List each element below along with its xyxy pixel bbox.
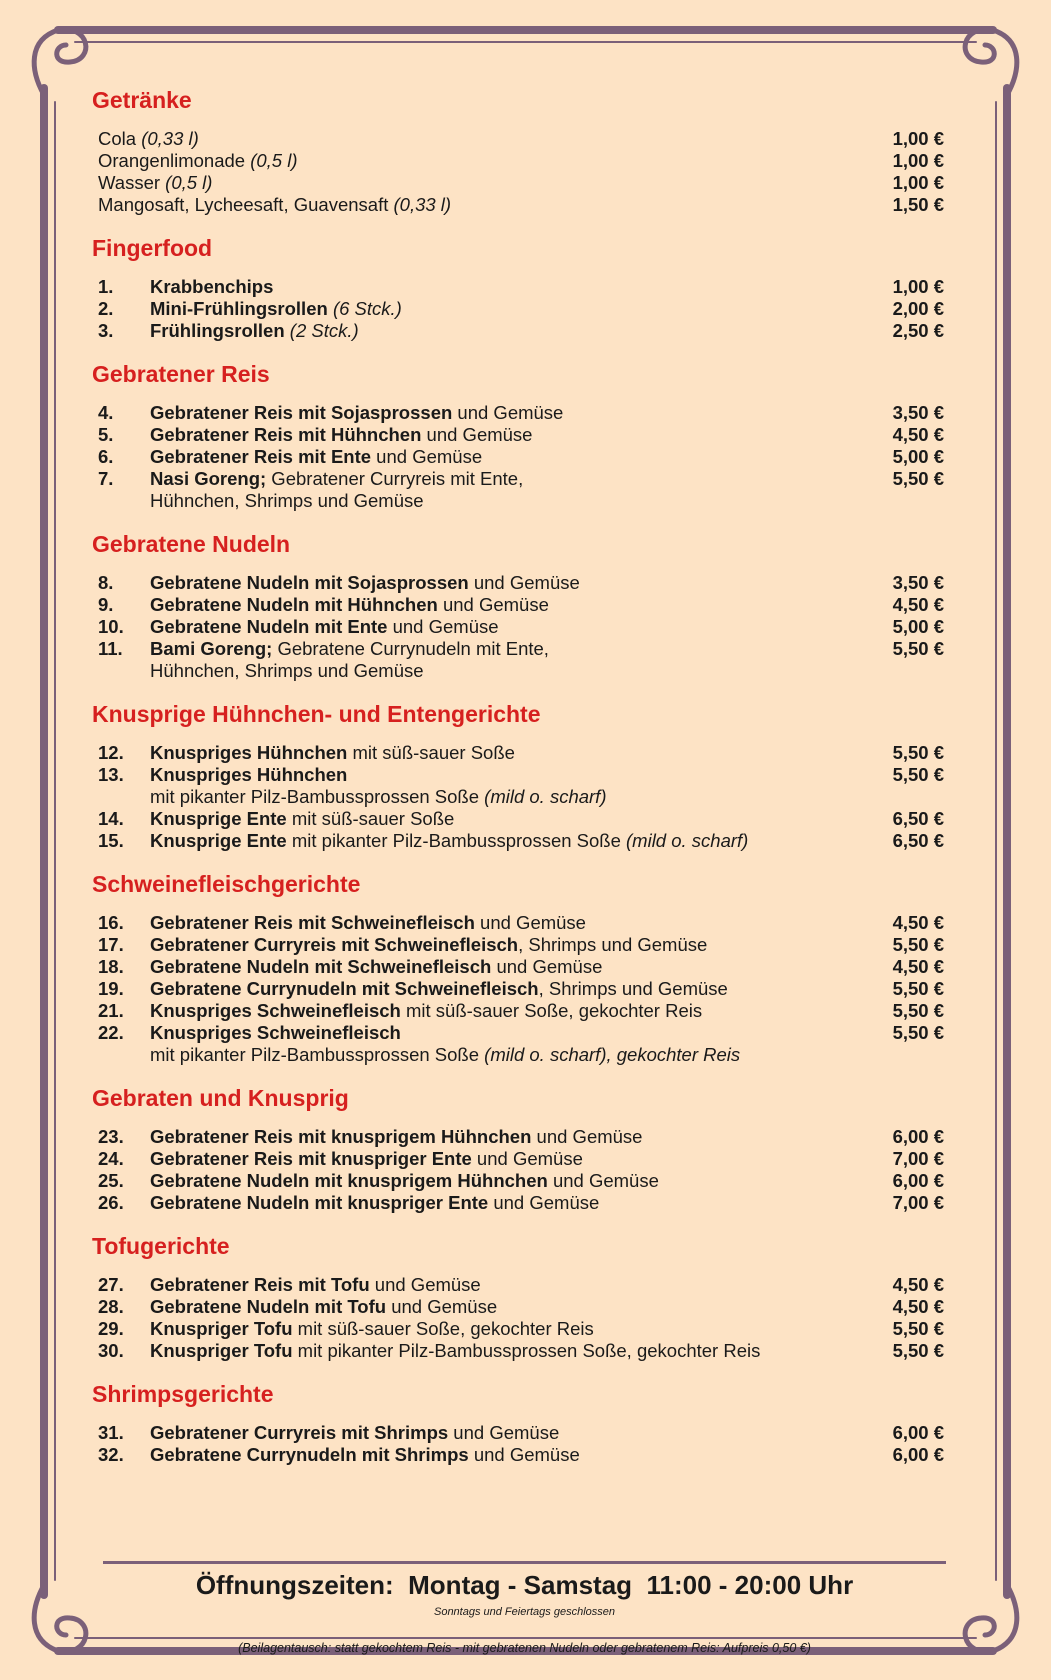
menu-item <box>92 128 944 150</box>
item-price: 6,00 € <box>892 1444 944 1465</box>
item-number: 23. <box>98 1126 124 1147</box>
item-description <box>150 1444 944 1466</box>
item-text: Knuspriges Schweinefleisch <box>150 1000 401 1021</box>
item-price: 2,00 € <box>892 298 944 319</box>
item-text: und Gemüse <box>369 1274 481 1295</box>
side-dish-footnote: (Beilagentausch: statt gekochtem Reis - mit gebratenen Nudeln oder gebratenem Reis: Aufpreis 0,50 €) <box>238 1641 811 1655</box>
item-description <box>150 830 944 852</box>
item-price: 6,00 € <box>892 1126 944 1147</box>
item-price: 1,00 € <box>892 172 944 193</box>
item-text: Hühnchen, Shrimps und Gemüse <box>150 490 424 511</box>
item-text: Cola <box>98 128 142 149</box>
item-text: Gebratener Reis mit Schweinefleisch <box>150 912 475 933</box>
item-price: 5,50 € <box>892 934 944 955</box>
item-description <box>150 1000 944 1022</box>
item-price: 4,50 € <box>892 956 944 977</box>
item-text: mit süß-sauer Soße <box>347 742 515 763</box>
item-text: (0,5 l) <box>250 150 298 171</box>
item-text: mit pikanter Pilz-Bambussprossen Soße <box>150 786 485 807</box>
item-description <box>150 638 944 682</box>
item-text: Gebratene Nudeln mit Tofu <box>150 1296 387 1317</box>
item-list <box>92 742 944 852</box>
item-number: 27. <box>98 1274 124 1295</box>
item-price: 4,50 € <box>892 912 944 933</box>
menu-item <box>92 1318 944 1340</box>
closed-days-note: Sonntags und Feiertags geschlossen <box>433 1606 615 1618</box>
item-price: 5,50 € <box>892 1318 944 1339</box>
item-number: 26. <box>98 1192 124 1213</box>
item-description <box>150 320 944 342</box>
item-text: Frühlingsrollen <box>150 320 290 341</box>
item-text: Knuspriger Tofu <box>150 1318 293 1339</box>
item-price: 5,50 € <box>892 764 944 785</box>
section-title: Tofugerichte <box>92 1233 230 1259</box>
menu-item <box>92 956 944 978</box>
item-text: und Gemüse <box>474 912 586 933</box>
item-number: 6. <box>98 446 114 467</box>
item-text: Knuspriger Tofu <box>150 1340 293 1361</box>
item-text: Bami Goreng; <box>150 638 273 659</box>
item-text: Gebratener Curryreis mit Shrimps <box>150 1422 449 1443</box>
menu-item <box>92 194 944 216</box>
item-text: und Gemüse <box>386 1296 498 1317</box>
menu-item <box>92 978 944 1000</box>
item-number: 14. <box>98 808 124 829</box>
item-text: (mild o. scharf) <box>484 786 607 807</box>
menu-section <box>92 526 944 682</box>
menu-item <box>92 912 944 934</box>
item-text: Knuspriges Hühnchen <box>150 742 348 763</box>
item-list <box>92 1422 944 1466</box>
item-price: 4,50 € <box>892 594 944 615</box>
menu-item <box>92 572 944 594</box>
item-description <box>150 276 944 298</box>
section-title: Fingerfood <box>92 235 213 261</box>
item-number: 19. <box>98 978 124 999</box>
item-description <box>150 934 944 956</box>
menu-section <box>92 356 944 512</box>
item-list <box>92 1126 944 1214</box>
item-price: 5,50 € <box>892 978 944 999</box>
item-description <box>150 1170 944 1192</box>
item-text: Gebratene Currynudeln mit Shrimps <box>150 1444 469 1465</box>
item-list <box>92 128 944 216</box>
item-text: Gebratener Reis mit Sojasprossen <box>150 402 453 423</box>
item-price: 3,50 € <box>892 572 944 593</box>
menu-item <box>92 1022 944 1066</box>
item-text: Krabbenchips <box>150 276 274 297</box>
item-price: 1,00 € <box>892 150 944 171</box>
item-description <box>150 1340 944 1362</box>
item-description <box>150 402 944 424</box>
menu-item <box>92 276 944 298</box>
item-number: 17. <box>98 934 124 955</box>
item-price: 7,00 € <box>892 1192 944 1213</box>
section-title: Getränke <box>92 87 192 113</box>
item-number: 16. <box>98 912 124 933</box>
item-text: (mild o. scharf) <box>626 830 749 851</box>
item-text: (0,5 l) <box>165 172 213 193</box>
item-description <box>150 446 944 468</box>
item-number: 2. <box>98 298 114 319</box>
item-description <box>150 1318 944 1340</box>
section-title: Knusprige Hühnchen- und Entengerichte <box>92 701 541 727</box>
item-text: mit pikanter Pilz-Bambussprossen Soße <box>150 1044 485 1065</box>
item-text: Knusprige Ente <box>150 808 287 829</box>
menu-section <box>92 1228 944 1362</box>
item-description <box>150 298 944 320</box>
item-text: und Gemüse <box>471 1148 583 1169</box>
item-text: Gebratene Nudeln mit Hühnchen <box>150 594 438 615</box>
item-description <box>150 1422 944 1444</box>
item-price: 5,50 € <box>892 742 944 763</box>
item-text: Gebratene Nudeln mit Sojasprossen <box>150 572 469 593</box>
item-number: 11. <box>98 638 123 659</box>
item-text: Mini-Frühlingsrollen <box>150 298 333 319</box>
menu-section <box>92 866 944 1066</box>
divider <box>103 1561 946 1564</box>
item-text: Knuspriges Hühnchen <box>150 764 348 785</box>
item-text: Gebratene Currynudeln mit Schweinefleisch <box>150 978 539 999</box>
item-price: 6,00 € <box>892 1422 944 1443</box>
item-price: 5,50 € <box>892 1340 944 1361</box>
section-title: Shrimpsgerichte <box>92 1381 274 1407</box>
menu-item <box>92 1444 944 1466</box>
item-text: und Gemüse <box>421 424 533 445</box>
item-list <box>92 1274 944 1362</box>
item-price: 5,50 € <box>892 1000 944 1021</box>
section-title: Gebratener Reis <box>92 361 270 387</box>
menu-section <box>92 82 944 216</box>
item-text: (0,33 l) <box>393 194 452 215</box>
item-description <box>150 808 944 830</box>
item-description <box>150 742 944 764</box>
item-number: 13. <box>98 764 124 785</box>
item-text: mit pikanter Pilz-Bambussprossen Soße, gekochter Reis <box>292 1340 761 1361</box>
menu-item <box>92 934 944 956</box>
item-number: 15. <box>98 830 124 851</box>
section-title: Gebraten und Knusprig <box>92 1085 349 1111</box>
menu-item <box>92 1296 944 1318</box>
item-text: , Shrimps und Gemüse <box>518 934 708 955</box>
item-text: und Gemüse <box>491 956 603 977</box>
menu-item <box>92 1340 944 1362</box>
item-text: Gebratener Curryreis mit Schweinefleisch <box>150 934 519 955</box>
item-list <box>92 276 944 342</box>
item-description <box>150 424 944 446</box>
item-text: Gebratene Nudeln mit Schweinefleisch <box>150 956 492 977</box>
item-text: mit pikanter Pilz-Bambussprossen Soße <box>286 830 627 851</box>
item-price: 6,50 € <box>892 808 944 829</box>
item-number: 28. <box>98 1296 124 1317</box>
item-text: (6 Stck.) <box>332 298 402 319</box>
item-price: 5,50 € <box>892 638 944 659</box>
menu-item <box>92 446 944 468</box>
item-price: 4,50 € <box>892 424 944 445</box>
item-text: Gebratener Reis mit Tofu <box>150 1274 370 1295</box>
item-number: 25. <box>98 1170 124 1191</box>
item-text: Gebratener Reis mit Ente <box>150 446 372 467</box>
item-description <box>150 956 944 978</box>
item-price: 3,50 € <box>892 402 944 423</box>
item-description <box>150 1192 944 1214</box>
item-text: Gebratener Reis mit Hühnchen <box>150 424 422 445</box>
item-description <box>150 764 944 808</box>
menu-section <box>92 696 944 852</box>
item-price: 1,00 € <box>892 276 944 297</box>
opening-hours-time: 11:00 - 20:00 Uhr <box>646 1570 854 1600</box>
item-text: mit süß-sauer Soße, gekochter Reis <box>400 1000 703 1021</box>
item-description <box>150 912 944 934</box>
item-description <box>150 1126 944 1148</box>
item-description <box>150 468 944 512</box>
menu-item <box>92 1170 944 1192</box>
item-number: 9. <box>98 594 114 615</box>
item-text: und Gemüse <box>437 594 549 615</box>
menu-item <box>92 830 944 852</box>
item-text: mit süß-sauer Soße <box>286 808 455 829</box>
item-price: 4,50 € <box>892 1296 944 1317</box>
item-text: Orangenlimonade <box>98 150 251 171</box>
item-description <box>150 1296 944 1318</box>
item-text: , Shrimps und Gemüse <box>538 978 728 999</box>
menu-item <box>92 638 944 682</box>
item-text: Gebratene Nudeln mit Ente <box>150 616 388 637</box>
item-number: 30. <box>98 1340 124 1361</box>
menu-item <box>92 742 944 764</box>
menu-item <box>92 808 944 830</box>
item-list <box>92 572 944 682</box>
menu-section <box>92 1080 944 1214</box>
item-price: 6,00 € <box>892 1170 944 1191</box>
item-description <box>98 194 944 216</box>
item-text: und Gemüse <box>387 616 499 637</box>
item-text: Gebratener Curryreis mit Ente, <box>266 468 524 489</box>
menu-item <box>92 150 944 172</box>
item-list <box>92 912 944 1066</box>
section-title: Gebratene Nudeln <box>92 531 291 557</box>
item-number: 5. <box>98 424 114 445</box>
item-text: und Gemüse <box>547 1170 659 1191</box>
item-description <box>98 150 944 172</box>
item-price: 5,00 € <box>892 616 944 637</box>
item-text: und Gemüse <box>452 402 564 423</box>
item-number: 18. <box>98 956 124 977</box>
item-number: 7. <box>98 468 114 489</box>
item-price: 6,50 € <box>892 830 944 851</box>
item-text: Knusprige Ente <box>150 830 287 851</box>
item-text: Wasser <box>98 172 166 193</box>
item-price: 5,50 € <box>892 1022 944 1043</box>
item-number: 8. <box>98 572 114 593</box>
item-description <box>150 1148 944 1170</box>
menu-item <box>92 320 944 342</box>
item-number: 31. <box>98 1422 124 1443</box>
item-text: und Gemüse <box>531 1126 643 1147</box>
menu-item <box>92 1422 944 1444</box>
item-number: 4. <box>98 402 114 423</box>
item-number: 32. <box>98 1444 124 1465</box>
menu-section <box>92 230 944 342</box>
menu-item <box>92 764 944 808</box>
item-text: Gebratene Currynudeln mit Ente, <box>272 638 549 659</box>
opening-hours-days: Montag - Samstag <box>408 1570 633 1600</box>
item-number: 1. <box>98 276 114 297</box>
item-number: 29. <box>98 1318 124 1339</box>
item-description <box>150 616 944 638</box>
menu-item <box>92 298 944 320</box>
item-description <box>150 1274 944 1296</box>
item-text: Mangosaft, Lycheesaft, Guavensaft <box>98 194 394 215</box>
menu-content <box>92 82 944 1480</box>
opening-hours-label: Öffnungszeiten: <box>195 1570 394 1600</box>
menu-item <box>92 1000 944 1022</box>
item-number: 24. <box>98 1148 124 1169</box>
item-price: 5,50 € <box>892 468 944 489</box>
item-list <box>92 402 944 512</box>
item-text: und Gemüse <box>468 572 580 593</box>
menu-item <box>92 172 944 194</box>
item-price: 2,50 € <box>892 320 944 341</box>
item-number: 12. <box>98 742 124 763</box>
item-text: und Gemüse <box>488 1192 600 1213</box>
item-text: Gebratener Reis mit knusprigem Hühnchen <box>150 1126 532 1147</box>
item-text: mit süß-sauer Soße, gekochter Reis <box>292 1318 594 1339</box>
menu-item <box>92 616 944 638</box>
menu-item <box>92 1126 944 1148</box>
menu-item <box>92 424 944 446</box>
item-price: 4,50 € <box>892 1274 944 1295</box>
item-text: Knuspriges Schweinefleisch <box>150 1022 401 1043</box>
item-price: 1,50 € <box>892 194 944 215</box>
menu-item <box>92 468 944 512</box>
menu-item <box>92 594 944 616</box>
menu-item <box>92 1274 944 1296</box>
item-number: 10. <box>98 616 124 637</box>
item-text: und Gemüse <box>468 1444 580 1465</box>
item-number: 22. <box>98 1022 124 1043</box>
item-description <box>150 978 944 1000</box>
item-text: Gebratene Nudeln mit knuspriger Ente <box>150 1192 489 1213</box>
menu-item <box>92 1148 944 1170</box>
item-number: 21. <box>98 1000 124 1021</box>
item-price: 5,00 € <box>892 446 944 467</box>
item-description <box>150 594 944 616</box>
item-text: Hühnchen, Shrimps und Gemüse <box>150 660 424 681</box>
section-title: Schweinefleischgerichte <box>92 871 361 897</box>
item-description <box>98 172 944 194</box>
item-description <box>98 128 944 150</box>
item-text: Gebratener Reis mit knuspriger Ente <box>150 1148 472 1169</box>
item-price: 1,00 € <box>892 128 944 149</box>
item-text: Nasi Goreng; <box>150 468 267 489</box>
item-text: und Gemüse <box>448 1422 560 1443</box>
menu-section <box>92 1376 944 1466</box>
item-text: (mild o. scharf), gekochter Reis <box>484 1044 741 1065</box>
item-price: 7,00 € <box>892 1148 944 1169</box>
item-text: und Gemüse <box>371 446 483 467</box>
item-text: (2 Stck.) <box>289 320 359 341</box>
menu-item <box>92 1192 944 1214</box>
item-description <box>150 1022 944 1066</box>
opening-hours <box>103 1570 946 1601</box>
item-number: 3. <box>98 320 114 341</box>
item-text: (0,33 l) <box>141 128 199 149</box>
item-description <box>150 572 944 594</box>
menu-item <box>92 402 944 424</box>
item-text: Gebratene Nudeln mit knusprigem Hühnchen <box>150 1170 548 1191</box>
